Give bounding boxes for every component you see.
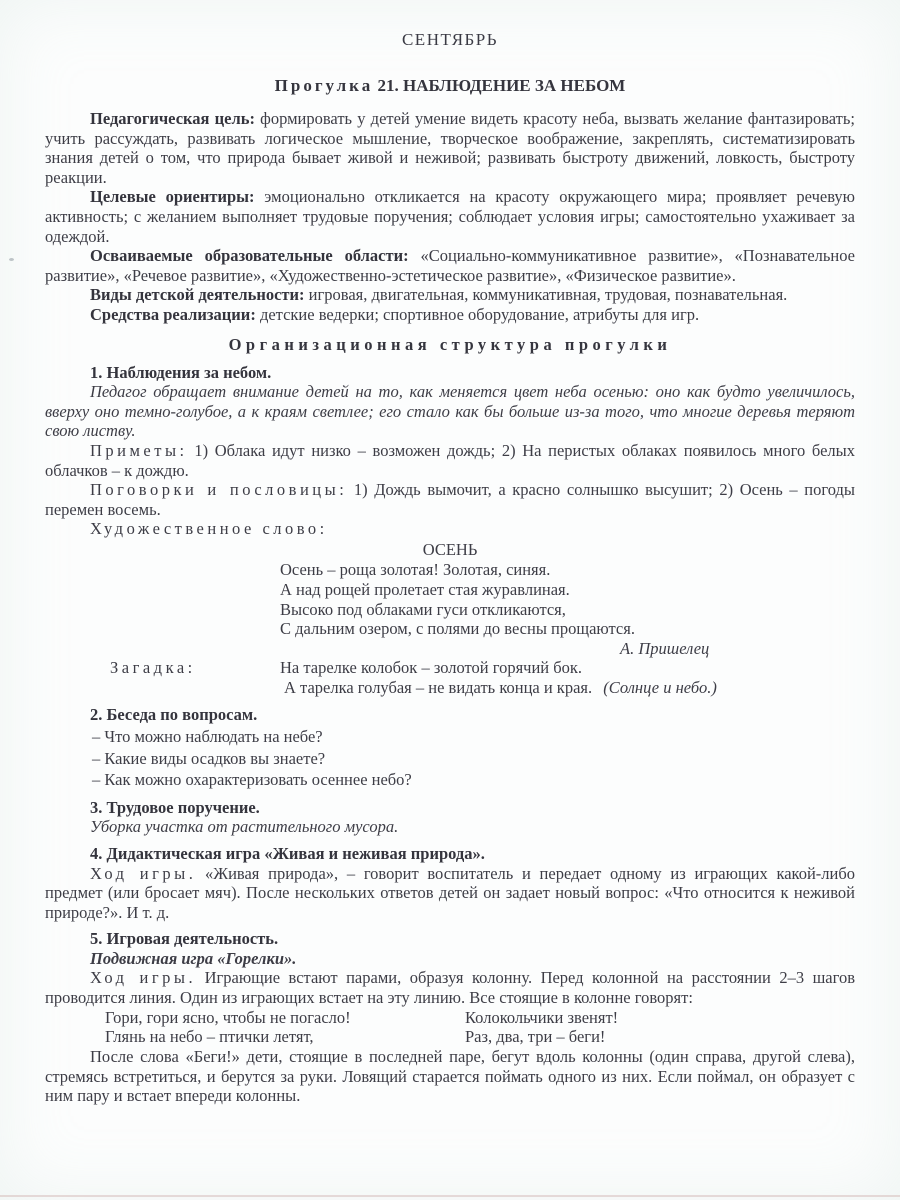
artistic-word-label: Художественное слово: [90, 519, 328, 539]
target-guidelines-text: эмоционально откликается на красоту окружающего мира; проявляет речевую активность; с желанием выполняет трудовые поручения; соблюдает условия игры; самостоятельно ухаживает за одеждой. [45, 187, 855, 246]
riddle-line-2-text: А тарелка голубая – не видать конца и края. [284, 678, 593, 698]
scan-edge-line [0, 1195, 900, 1197]
pedagogical-goal-label: Педагогическая цель: [90, 109, 255, 128]
riddle-line-1: На тарелке колобок – золотой горячий бок. [280, 658, 583, 678]
month-header: СЕНТЯБРЬ [401, 30, 499, 49]
signs-text: 1) Облака идут низко – возможен дождь; 2) На перистых облаках появилось много белых облачков – к дождю. [45, 440, 855, 480]
educational-areas-paragraph [45, 246, 855, 285]
riddle-line-2 [280, 678, 717, 698]
game-ending-paragraph: После слова «Беги!» дети, стоящие в последней паре, бегут вдоль колонны (один справа, другой слева), стремясь встретиться, и берутся за руки. Ловящий старается поймать одного из них. Если поймал, он образует с ним пару и встает впереди колонны. [45, 1047, 855, 1106]
poem-line: С дальним озером, с полями до весны прощаются. [280, 619, 635, 639]
questions-list [45, 726, 855, 791]
poem-title: ОСЕНЬ [422, 539, 478, 559]
section-1-heading: 1. Наблюдения за небом. [90, 362, 272, 382]
signs-paragraph [45, 441, 855, 480]
game-verse-row [45, 1027, 855, 1047]
proverbs-label: Поговорки и пословицы: [90, 480, 348, 500]
mobile-game-title: Подвижная игра «Горелки». [90, 948, 297, 968]
riddle-block [45, 658, 855, 697]
poem-block [280, 560, 855, 638]
proverbs-paragraph [45, 480, 855, 519]
mobile-game-how-text: Играющие встают парами, образуя колонну. Перед колонной на расстоянии 2–3 шагов проводится линия. Один из играющих встает на эту линию. Все стоящие в колонне говорят: [45, 968, 855, 1008]
didactic-how-label: Ход игры. [90, 863, 197, 883]
activity-types-paragraph [45, 285, 855, 305]
verse-line-left: Глянь на небо – птички летят, [105, 1027, 314, 1047]
labor-task-text: Уборка участка от растительного мусора. [90, 817, 399, 837]
question-item: – Как можно охарактеризовать осеннее небо? [92, 770, 412, 790]
poem-author: А. Пришелец [620, 638, 710, 658]
walk-title-rest: 21. НАБЛЮДЕНИЕ ЗА НЕБОМ [377, 76, 626, 95]
realization-means-text: детские ведерки; спортивное оборудование, атрибуты для игр. [259, 304, 700, 324]
realization-means-paragraph [45, 305, 855, 325]
structure-heading: Организационная структура прогулки [228, 334, 672, 354]
artistic-word-paragraph [45, 519, 855, 539]
walk-title [45, 76, 855, 96]
verse-line-left: Гори, гори ясно, чтобы не погасло! [105, 1007, 351, 1027]
mobile-game-how-label: Ход игры. [90, 968, 197, 988]
riddle-label: Загадка: [110, 658, 196, 678]
walk-title-spaced: Прогулка [274, 76, 374, 95]
section-3-heading: 3. Трудовое поручение. [90, 797, 260, 817]
riddle-lines [280, 658, 717, 697]
poem-line: Высоко под облаками гуси откликаются, [280, 599, 566, 619]
mobile-game-how-paragraph [45, 968, 855, 1007]
verse-line-right: Колокольчики звенят! [465, 1007, 619, 1027]
question-item: – Что можно наблюдать на небе? [92, 727, 323, 747]
didactic-how-text: «Живая природа», – говорит воспитатель и передает одному из играющих какой-либо предмет (или бросает мяч). После нескольких ответов детей он задает новый вопрос: «Что относится к неживой природе?». И т. д. [45, 863, 856, 922]
target-guidelines-label: Целевые ориентиры: [90, 187, 255, 207]
teacher-note-paragraph: Педагог обращает внимание детей на то, как меняется цвет неба осенью: оно как будто увеличилось, вверху оно темно-голубое, а к краям светлее; его стало как бы больше из-за того, что многие деревья теряют свою листву. [45, 382, 855, 441]
activity-types-label: Виды детской деятельности: [90, 285, 305, 305]
poem-line: Осень – роща золотая! Золотая, синяя. [280, 560, 551, 580]
game-verse-row [45, 1008, 855, 1028]
riddle-answer: (Солнце и небо.) [603, 678, 717, 698]
question-item: – Какие виды осадков вы знаете? [92, 748, 326, 768]
section-2-heading: 2. Беседа по вопросам. [90, 704, 258, 724]
activity-types-text: игровая, двигательная, коммуникативная, трудовая, познавательная. [308, 285, 788, 305]
target-guidelines-paragraph [45, 187, 855, 246]
pedagogical-goal-paragraph [45, 109, 855, 187]
educational-areas-text: «Социально-коммуникативное развитие», «Познавательное развитие», «Речевое развитие», «Художественно-эстетическое развитие», «Физическое развитие». [45, 246, 856, 285]
pedagogical-goal-text: формировать у детей умение видеть красоту неба, вызвать желание фантазировать; учить рассуждать, развивать логическое мышление, творческое воображение, закреплять, систематизировать знания детей о том, что природа бывает живой и неживой; развивать быстроту движений, ловкость, быстроту реакции. [45, 109, 855, 187]
section-5-heading: 5. Игровая деятельность. [90, 929, 279, 949]
poem-line: А над рощей пролетает стая журавлиная. [280, 580, 570, 600]
section-4-heading: 4. Дидактическая игра «Живая и неживая природа». [90, 843, 485, 863]
signs-label: Приметы: [90, 440, 188, 460]
scan-artifact-speck [9, 258, 14, 261]
realization-means-label: Средства реализации: [90, 304, 256, 324]
educational-areas-label: Осваиваемые образовательные области: [90, 246, 409, 266]
verse-line-right: Раз, два, три – беги! [465, 1027, 606, 1047]
didactic-game-how-paragraph [45, 864, 855, 923]
proverbs-text: 1) Дождь вымочит, а красно солнышко высушит; 2) Осень – погоды перемен восемь. [45, 480, 855, 519]
